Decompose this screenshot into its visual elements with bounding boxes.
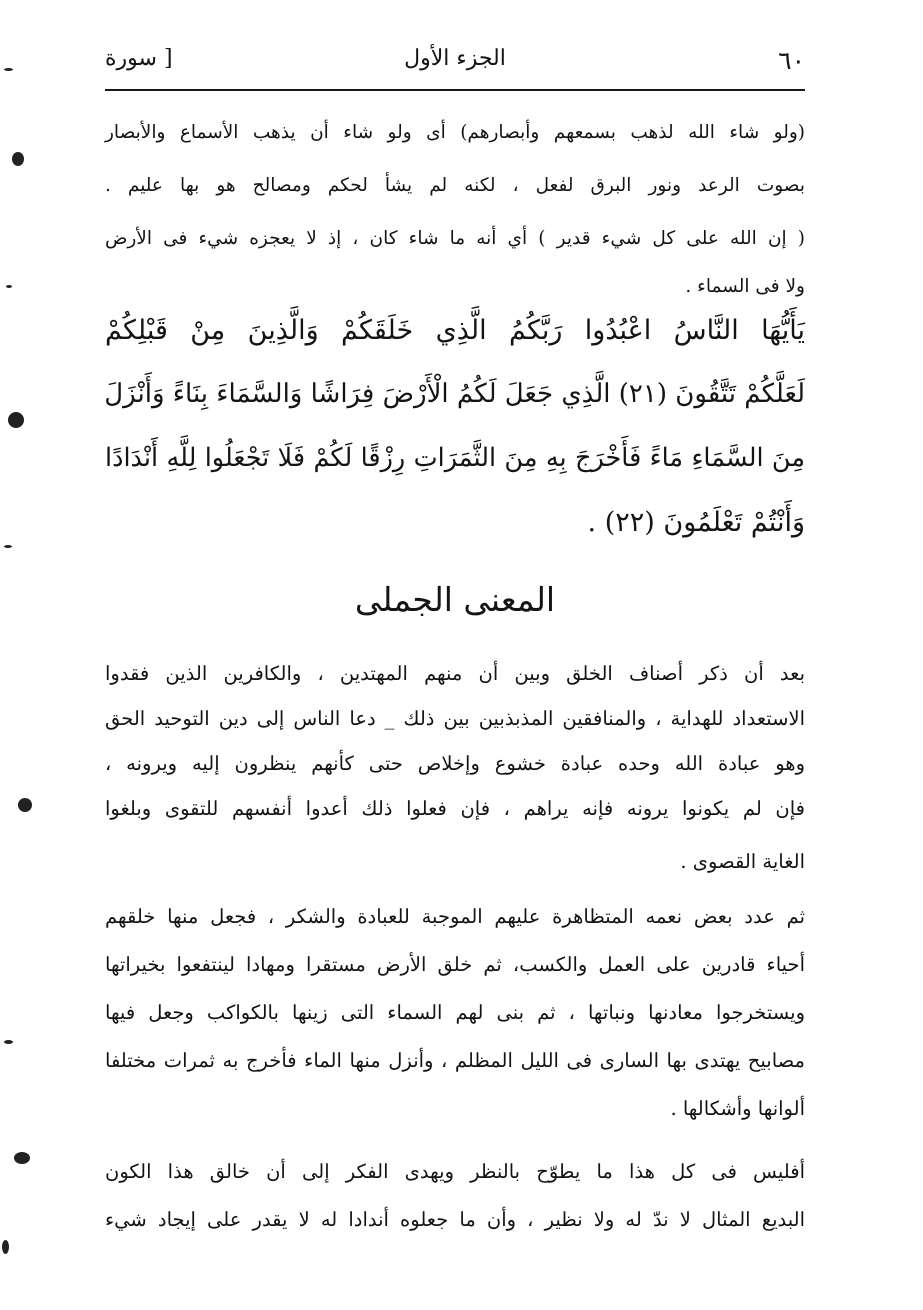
- scan-mark: [4, 1040, 13, 1044]
- text-line: البديع المثال لا ندّ له ولا نظير ، وأن ما جعلوه أندادا له لا يقدر على إيجاد شيء: [105, 1208, 805, 1231]
- text-line: بصوت الرعد ونور البرق لفعل ، لكنه لم يشأ لحكم ومصالح هو بها عليم .: [105, 175, 805, 196]
- verse-line: يَأَيُّهَا النَّاسُ اعْبُدُوا رَبَّكُمُ الَّذِي خَلَقَكُمْ وَالَّذِينَ مِنْ قَبْلِكُمْ: [105, 315, 805, 346]
- scan-mark: [4, 545, 12, 548]
- scan-mark: [18, 798, 32, 812]
- verse-line: وَأَنْتُمْ تَعْلَمُونَ (٢٢) .: [587, 507, 805, 538]
- text-line: ألوانها وأشكالها .: [670, 1097, 805, 1120]
- page-header: [105, 44, 805, 84]
- scan-mark: [6, 285, 12, 288]
- text-line: ثم عدد بعض نعمه المتظاهرة عليهم الموجبة للعبادة والشكر ، فجعل منها خلقهم: [105, 905, 805, 928]
- text-line: ويستخرجوا معادنها ونباتها ، ثم بنى لهم السماء التى زينها بالكواكب وجعل فيها: [105, 1001, 805, 1024]
- scan-mark: [12, 152, 24, 166]
- header-divider: [105, 89, 805, 91]
- text-line: مصابيح يهتدى بها السارى فى الليل المظلم ، وأنزل منها الماء فأخرج به ثمرات مختلفا: [105, 1049, 805, 1072]
- text-line: ( إن الله على كل شيء قدير ) أي أنه ما شاء كان ، إذ لا يعجزه شيء فى الأرض: [105, 228, 805, 249]
- scan-mark: [4, 68, 13, 71]
- scan-mark: [2, 1240, 9, 1254]
- verse-line: مِنَ السَّمَاءِ مَاءً فَأَخْرَجَ بِهِ مِنَ الثَّمَرَاتِ رِزْقًا لَكُمْ فَلَا تَجْعَلُوا لِلَّهِ أَنْدَادًا: [105, 443, 805, 473]
- scan-mark: [14, 1152, 30, 1164]
- text-line: الاستعداد للهداية ، والمنافقين المذبذبين بين ذلك _ دعا الناس إلى دين التوحيد الحق: [105, 707, 805, 730]
- text-line: (ولو شاء الله لذهب بسمعهم وأبصارهم) أى ولو شاء أن يذهب الأسماع والأبصار: [105, 122, 805, 143]
- scan-mark: [8, 412, 24, 428]
- page-number: ٦٠: [778, 46, 805, 75]
- part-title: الجزء الأول: [404, 46, 506, 71]
- text-line: فإن لم يكونوا يرونه فإنه يراهم ، فإن فعلوا ذلك أعدوا أنفسهم للتقوى وبلغوا: [105, 797, 805, 820]
- verse-line: لَعَلَّكُمْ تَتَّقُونَ (٢١) الَّذِي جَعَلَ لَكُمُ الْأَرْضَ فِرَاشًا وَالسَّمَاءَ بِنَاءً وَأَنْزَلَ: [104, 379, 805, 409]
- text-line: أحياء قادرين على العمل والكسب، ثم خلق الأرض مستقرا ومهادا لينتفعوا بخيراتها: [105, 953, 805, 976]
- surah-label: [ سورة: [105, 46, 173, 71]
- text-line: الغاية القصوى .: [680, 850, 805, 873]
- text-line: أفليس فى كل هذا ما يطوّح بالنظر ويهدى الفكر إلى أن خالق هذا الكون: [105, 1160, 805, 1183]
- section-heading: المعنى الجملى: [354, 580, 556, 619]
- text-line: ولا فى السماء .: [685, 276, 805, 297]
- text-line: وهو عبادة الله وحده عبادة خشوع وإخلاص حتى كأنهم ينظرون إليه ويرونه ،: [105, 752, 805, 775]
- text-line: بعد أن ذكر أصناف الخلق وبين أن منهم المهتدين ، والكافرين الذين فقدوا: [105, 662, 805, 685]
